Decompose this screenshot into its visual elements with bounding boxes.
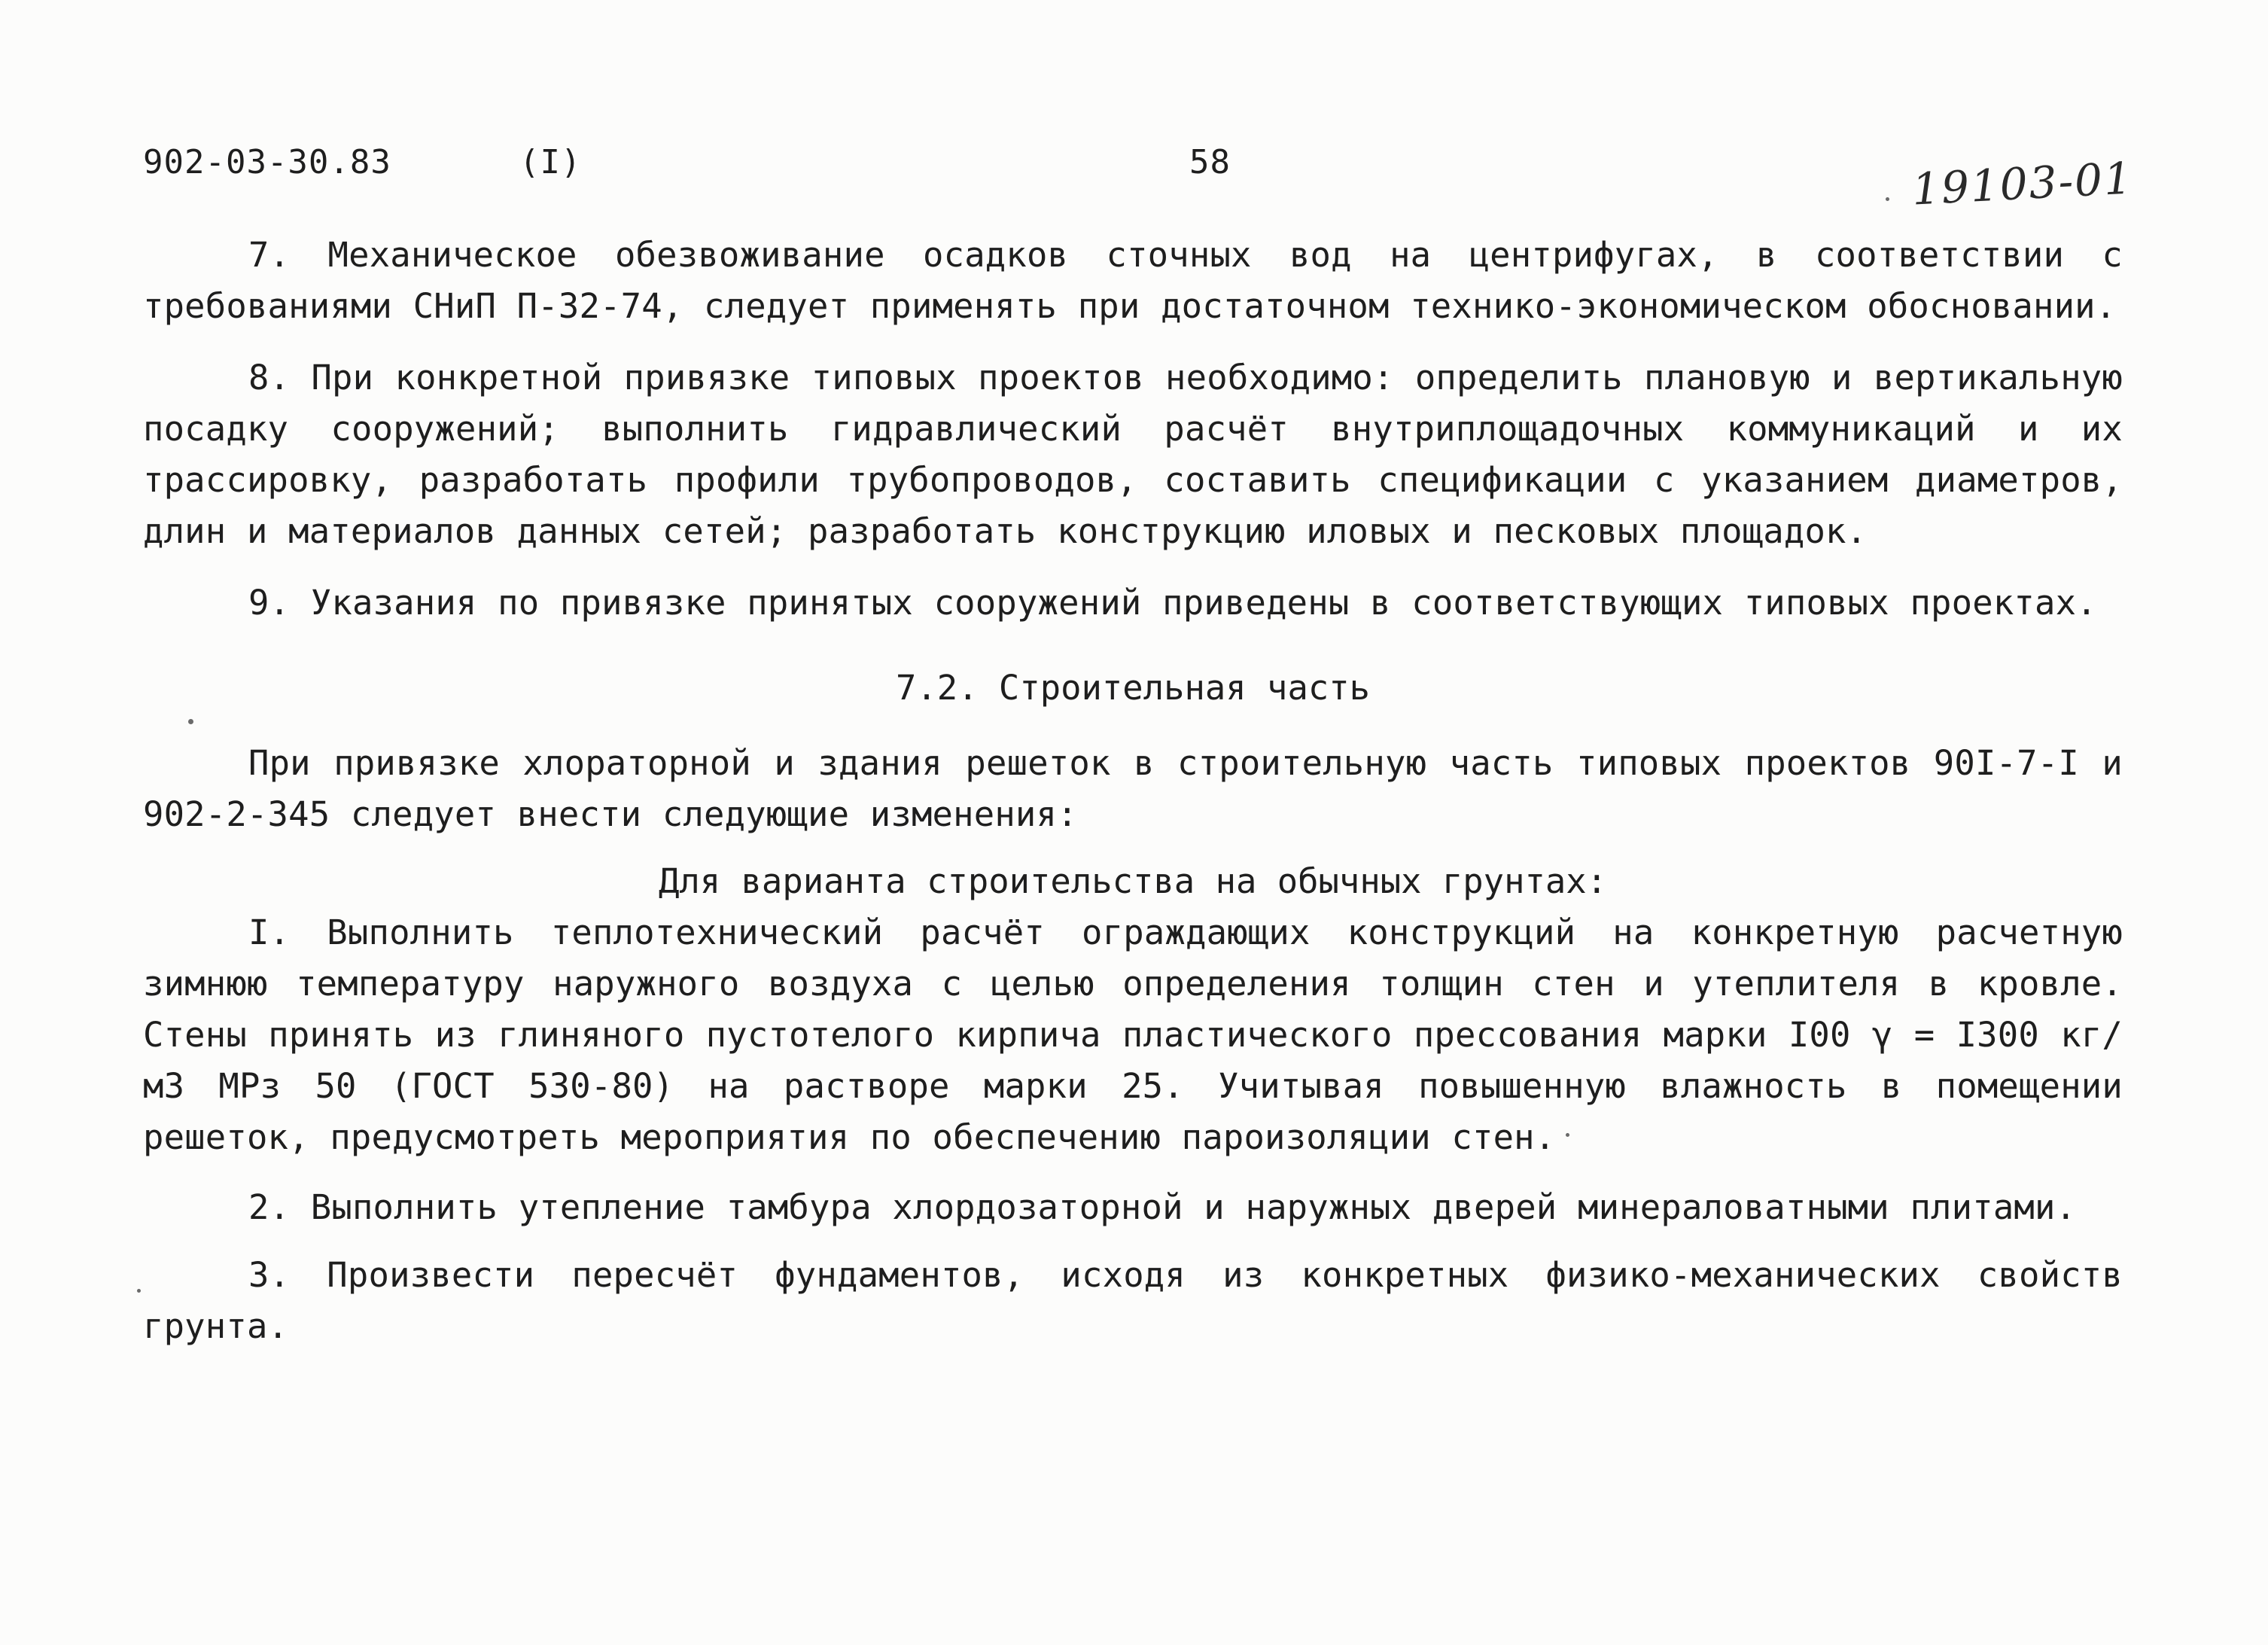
section-number: (I) xyxy=(519,143,582,181)
section-intro: При привязке хлораторной и здания решеток в строительную часть типовых проектов 90I-7-I и 902-2-345 следует внести следующие изменения: xyxy=(143,743,2123,834)
paragraph-8: 8. При конкретной привязке типовых проектов необходимо: определить плановую и вертикальную посадку сооружений; выполнить гидравлический расчёт внутриплощадочных коммуникаций и их трассировку, разработать профили трубопроводов, составить спецификации с указанием диаметров, длин и материалов данных сетей; разработать конструкцию иловых и песковых площадок. xyxy=(143,358,2123,551)
paragraph-9: 9. Указания по привязке принятых сооружений приведены в соответствующих типовых проектах. xyxy=(248,583,2097,623)
list-item: 2. Выполнить утепление тамбура хлордозаторной и наружных дверей минераловатными плитами. xyxy=(248,1187,2077,1227)
document-code: 902-03-30.83 xyxy=(143,143,391,181)
scan-speck xyxy=(1566,1133,1569,1137)
list-item: I. Выполнить теплотехнический расчёт ограждающих конструкций на конкретную расчетную зимнюю температуру наружного воздуха с целью определения толщин стен и утеплителя в кровле. Стены принять из глиняного пустотелого кирпича пластического прессования марки I00 γ = I300 кг/м3 МРз 50 (ГОСТ 530-80) на растворе марки 25. Учитывая повышенную влажность в помещении решеток, предусмотреть мероприятия по обеспечению пароизоляции стен. xyxy=(143,912,2123,1157)
paragraph-7: 7. Механическое обезвоживание осадков сточных вод на центрифугах, в соответствии с требованиями СНиП П-32-74, следует применять при достаточном технико-экономическом обосновании. xyxy=(143,235,2123,326)
section-heading: 7.2. Строительная часть xyxy=(895,668,1371,708)
variant-heading: Для варианта строительства на обычных грунтах: xyxy=(658,861,1608,901)
list-item: 3. Произвести пересчёт фундаментов, исходя из конкретных физико-механических свойств грунта. xyxy=(143,1255,2123,1346)
handwritten-inventory-number: 19103-01 xyxy=(1910,152,2135,215)
scan-speck xyxy=(1886,197,1889,201)
scan-speck xyxy=(188,719,193,724)
page-number: 58 xyxy=(1189,143,1231,181)
scan-speck xyxy=(137,1289,141,1293)
